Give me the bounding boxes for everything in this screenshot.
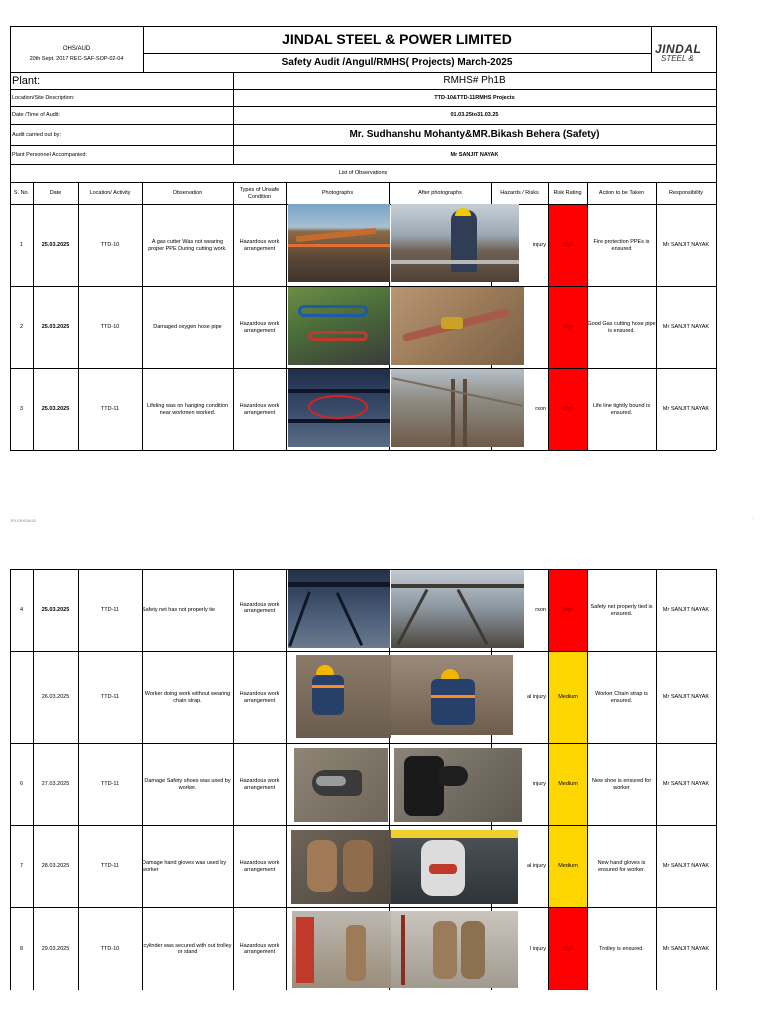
location-label: Location/Site Description:	[12, 94, 75, 101]
date-value: 01.03.25to31.03.25	[450, 112, 499, 119]
photo-after-3	[391, 369, 524, 447]
row-risk-rating: High	[562, 406, 574, 413]
row-action: New hand gloves is ensured for worker.	[597, 860, 646, 873]
row-location: TTD-10	[100, 324, 120, 331]
row-observation: cylinder was secured with out trolley or stand	[143, 942, 232, 955]
col-after-photographs: After photographs	[418, 190, 462, 197]
row-observation: Damage hand gloves was used by worker	[142, 860, 227, 873]
photo-after-6	[394, 748, 522, 822]
row-hazard: injury	[532, 242, 546, 249]
row-observation: Safety net has not properly tie	[142, 607, 216, 614]
photo-before-6	[294, 748, 388, 822]
doc-code: OHS/AUD	[62, 45, 91, 52]
row-observation: Worker doing work without wearing chain strap.	[144, 691, 231, 704]
row-action: New shoe is ensured for worker	[591, 778, 652, 791]
col-responsibility: Responsibility	[669, 190, 703, 197]
photo-after-2	[391, 287, 524, 365]
row-risk-rating: Medium	[558, 781, 578, 788]
col-sno: S. No.	[13, 190, 30, 197]
row-risk-rating: High	[562, 324, 574, 331]
page-footer-mark: JPL/OHS/AUD	[10, 518, 37, 523]
row-action: Worker Chain strap is ensured.	[595, 691, 648, 704]
row-responsibility: Mr SANJIT NAYAK	[662, 324, 710, 331]
row-hazard: rson	[535, 607, 546, 614]
row-responsibility: Mr SANJIT NAYAK	[662, 694, 710, 701]
row-date: 27.03.2025	[41, 781, 70, 788]
plant-label: Plant:	[12, 74, 41, 87]
row-risk-rating: High	[562, 242, 574, 249]
row-responsibility: Mr SANJIT NAYAK	[662, 863, 710, 870]
row-action: Good Gas cutting hose pipe is ensured.	[587, 321, 656, 334]
row-risk-rating: High	[562, 945, 574, 952]
audit-by-label: Audit carried out by:	[12, 131, 61, 138]
row-hazard: l injury	[530, 945, 546, 952]
row-action: Safety net properly tied is ensured.	[590, 604, 653, 617]
row-hazard: al injury	[527, 694, 546, 701]
personnel-value: Mr SANJIT NAYAK	[450, 151, 499, 158]
row-sno: 4	[19, 607, 24, 614]
row-sno: 6	[19, 781, 24, 788]
company-logo: JINDAL STEEL &	[655, 42, 702, 63]
personnel-label: Plant Personnel Accompanied:	[12, 151, 87, 158]
row-location: TTD-11	[100, 607, 120, 614]
plant-value: RMHS# Ph1B	[443, 75, 506, 87]
photo-before-7	[291, 830, 391, 904]
page-footer-mark-right: ·	[752, 516, 754, 522]
col-condition: Types of Unsafe Condition	[239, 187, 280, 200]
col-risk-rating: Risk Rating	[553, 190, 582, 197]
doc-revision: 20th Sept. 2017 REC-SAF-SOP-02-04	[29, 55, 124, 62]
row-action: Life line tightly bound is ensured.	[592, 403, 651, 416]
row-location: TTD-11	[100, 781, 120, 788]
row-condition: Hazardous work arrangement	[239, 239, 280, 252]
photo-after-8	[391, 911, 518, 988]
row-sno: 2	[19, 324, 24, 331]
row-responsibility: Mr SANJIT NAYAK	[662, 242, 710, 249]
row-sno: 7	[19, 863, 24, 870]
row-date: 29.03.2025	[41, 945, 70, 952]
col-action: Action to be Taken	[598, 190, 645, 197]
photo-before-8	[292, 911, 391, 988]
col-observation: Observation	[172, 190, 203, 197]
row-sno: 1	[19, 242, 24, 249]
row-location: TTD-10	[100, 242, 120, 249]
row-condition: Hazardous work arrangement	[239, 778, 280, 791]
row-hazard: al injury	[527, 863, 546, 870]
row-location: TTD-11	[100, 406, 120, 413]
row-date: 28.03.2025	[41, 863, 70, 870]
row-responsibility: Mr SANJIT NAYAK	[662, 945, 710, 952]
row-risk-rating: Medium	[558, 694, 578, 701]
photo-after-1	[391, 204, 519, 282]
photo-after-4	[391, 570, 524, 648]
photo-before-1	[288, 204, 390, 282]
row-date: 25.03.2025	[41, 607, 70, 614]
row-date: 25.03.2025	[41, 324, 70, 331]
photo-before-2	[288, 287, 390, 365]
row-action: Trolley is ensured.	[599, 945, 644, 952]
row-hazard: injury	[532, 781, 546, 788]
row-location: TTD-10	[100, 945, 120, 952]
audit-subtitle: Safety Audit /Angul/RMHS( Projects) March-2025	[281, 57, 513, 69]
col-photographs: Photographs	[321, 190, 354, 197]
row-condition: Hazardous work arrangement	[239, 860, 280, 873]
row-condition: Hazardous work arrangement	[239, 403, 280, 416]
row-sno	[10, 652, 33, 743]
row-hazard: rson	[535, 406, 546, 413]
row-action: Fire protection PPEs is ensured	[593, 239, 650, 252]
photo-before-4	[288, 570, 390, 648]
audit-by-value: Mr. Sudhanshu Mohanty&MR.Bikash Behera (Safety)	[349, 129, 600, 141]
row-observation: Lifeling was on hanging condition near workmen worked.	[146, 403, 229, 416]
row-responsibility: Mr SANJIT NAYAK	[662, 607, 710, 614]
col-date: Date	[49, 190, 62, 197]
company-title: JINDAL STEEL & POWER LIMITED	[282, 30, 512, 47]
observations-title: List of Observations	[338, 170, 388, 177]
row-condition: Hazardous work arrangement	[239, 691, 280, 704]
row-responsibility: Mr SANJIT NAYAK	[662, 406, 710, 413]
row-date: 25.03.2025	[41, 406, 70, 413]
photo-after-5	[391, 655, 513, 735]
photo-before-5	[296, 655, 391, 738]
row-location: TTD-11	[100, 694, 120, 701]
row-observation: Damage Safety shoes was used by worker.	[144, 778, 231, 791]
col-hazards: Hazards / Risks	[500, 190, 539, 197]
row-date: 26.03.2025	[41, 694, 70, 701]
row-risk-rating: Medium	[558, 863, 578, 870]
row-observation: Damaged oxygen hose pipe	[153, 324, 222, 331]
row-condition: Hazardous work arrangement	[239, 321, 280, 334]
row-sno: 8	[19, 945, 24, 952]
row-condition: Hazardous work arrangement	[239, 942, 280, 955]
location-value: TTD-10&TTD-11RMHS Projects	[434, 94, 515, 101]
row-condition: Hazardous work arrangement	[239, 602, 280, 615]
photo-before-3	[288, 369, 390, 447]
row-risk-rating: High	[562, 607, 574, 614]
row-location: TTD-11	[100, 863, 120, 870]
row-observation: A gas cutter Was not wearing proper PPE During cutting work.	[148, 239, 227, 252]
row-responsibility: Mr SANJIT NAYAK	[662, 781, 710, 788]
row-sno: 3	[19, 406, 24, 413]
col-location: Location/ Activity	[89, 190, 131, 197]
date-label: Date /Time of Audit:	[12, 112, 61, 119]
photo-after-7	[391, 830, 518, 904]
row-date: 25.03.2025	[41, 242, 70, 249]
